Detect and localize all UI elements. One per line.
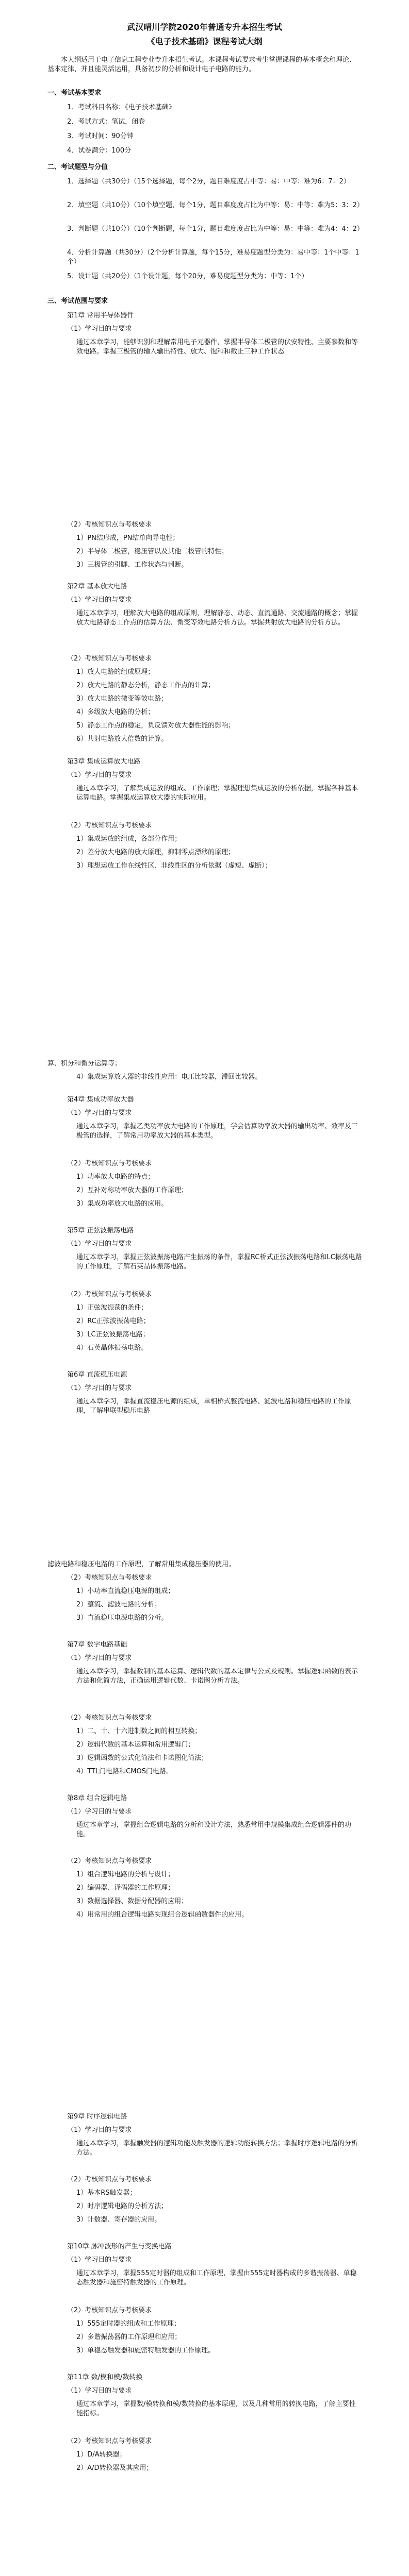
- point-item: 2）多谐振荡器的工作原理和应用；: [76, 2333, 182, 2341]
- chapter-heading: 第11章 数/模和模/数转换: [67, 2374, 143, 2381]
- points-title: （2）考核知识点与考核要求: [67, 1160, 152, 1167]
- point-item: 1）放大电路的组成原理；: [76, 668, 155, 676]
- chapter-goal: （1）学习目的与要求: [67, 2126, 132, 2134]
- point-item: 4）多级放大电路的分析；: [76, 708, 155, 716]
- point-item: 2）RC正弦波振荡电路；: [76, 1317, 150, 1325]
- continued-text: 算、积分和微分运算等；: [47, 1060, 122, 1067]
- point-item: 2）时序逻辑电路的分析方法；: [76, 2202, 168, 2210]
- chapter-desc: 通过本章学习，掌握直流稳压电源的组成，单相桥式整流电路、滤波电路和稳压电路的工作原理，了解串联型稳压电路: [76, 1398, 352, 1415]
- exam-item: 1．考试科目名称：《电子技术基础》: [67, 104, 175, 111]
- point-item: 1）D/A转换器；: [76, 2451, 126, 2459]
- point-item: 5）静态工作点的稳定，负反馈对放大器性能的影响；: [76, 722, 235, 730]
- chapter-heading: 第7章 数字电路基础: [67, 1641, 127, 1649]
- chapter-desc: 通过本章学习，掌握触发器的逻辑功能及触发器的逻辑功能转换方法；掌握时序逻辑电路的分析方法。: [76, 2140, 358, 2157]
- point-item: 1）PN结形成，PN结单向导电性；: [76, 534, 179, 542]
- chapter-heading: 第1章 常用半导体器件: [67, 312, 134, 319]
- chapter-desc: 通过本章学习，能够识别和理解常用电子元器件，掌握半导体二极管的伏安特性、主要参数和等效电路。掌握三极管的输入输出特性、放大、饱和和截止三种工作状态: [76, 338, 358, 355]
- point-item: 1）组合逻辑电路的分析与设计；: [76, 1871, 175, 1878]
- point-item: 4）TTL门电路和CMOS门电路。: [76, 1768, 173, 1775]
- point-item: 3）理想运放工作在线性区、非线性区的分析依据（虚短、虚断）；: [76, 862, 272, 870]
- point-item: 3）单稳态触发器和施密特触发器的工作原理。: [76, 2347, 215, 2354]
- chapter-heading: 第3章 集成运算放大电路: [67, 758, 141, 766]
- points-title: （2）考核知识点与考核要求: [67, 822, 152, 829]
- point-item: 2）放大电路的静态分析，静态工作点的计算；: [76, 682, 215, 689]
- question-type: 3．判断题（共10分）（10个判断题，每个1分，题目难度度占比为中等：易：中等：难为4：4：2）: [67, 225, 364, 233]
- chapter-desc: 通过本章学习，掌握组合逻辑电路的分析和设计方法，熟悉常用中规模集成组合逻辑器件的功能。: [76, 1821, 352, 1838]
- chapter-desc: 通过本章学习，掌握数制的基本运算、逻辑代数的基本定律与公式及规则。掌握逻辑函数的表示方法和化简方法，正确运用逻辑代数、卡诺图分析方法。: [76, 1668, 358, 1685]
- school-title: 武汉晴川学院2020年普通专升本招生考试: [127, 22, 282, 32]
- points-title: （2）考核知识点与考核要求: [67, 2176, 152, 2183]
- chapter-desc: 通过本章学习，理解放大电路的组成原则，理解静态、动态、直流通路、交流通路的概念；掌握放大电路静态工作点的估算方法、微变等效电路分析方法。掌握共射放大电路的分析方法。: [76, 609, 358, 626]
- chapter-goal: （1）学习目的与要求: [67, 1808, 132, 1816]
- chapter-desc: 通过本章学习，掌握555定时器的组成和工作原理，掌握由555定时器构成的多谐振荡器、单稳态触发器和施密特触发器的工作原理。: [76, 2269, 357, 2286]
- points-title: （2）考核知识点与考核要求: [67, 2437, 152, 2445]
- chapter-goal: （1）学习目的与要求: [67, 2387, 132, 2395]
- document-title: 《电子技术基础》课程考试大纲: [146, 37, 263, 46]
- point-item: 1）正弦波振荡的条件；: [76, 1304, 148, 1312]
- point-item: 3）LC正弦波振荡电路；: [76, 1331, 150, 1338]
- point-item: 1）二、十、十六进制数之间的相互转换；: [76, 1727, 202, 1735]
- point-item: 2）互补对称功率放大器的工作原理；: [76, 1187, 188, 1194]
- intro-paragraph: 本大纲适用于电子信息工程专业专升本招生考试。本课程考试要求考生掌握课程的基本概念和理论、基本定律，并且能灵活运用，具备初步的分析和设计电子电路的能力。: [47, 56, 356, 73]
- points-title: （2）考核知识点与考核要求: [67, 655, 152, 663]
- point-item: 1）基本RS触发器；: [76, 2189, 137, 2197]
- points-title: （2）考核知识点与考核要求: [67, 2307, 152, 2314]
- chapter-goal: （1）学习目的与要求: [67, 1240, 132, 1248]
- section-heading-2: 二、考试题型与分值: [47, 163, 108, 171]
- chapter-heading: 第2章 基本放大电路: [67, 583, 127, 590]
- point-item: 1）功率放大电路的特点；: [76, 1173, 155, 1181]
- point-item: 4）集成运算放大器的非线性应用：电压比较器，滞回比较器。: [76, 1073, 262, 1081]
- point-item: 2）差分放大电路的放大原理，抑制零点漂移的原理；: [76, 849, 235, 856]
- exam-item: 3．考试时间：90分钟: [67, 132, 134, 140]
- chapter-goal: （1）学习目的与要求: [67, 325, 132, 333]
- chapter-goal: （1）学习目的与要求: [67, 1654, 132, 1662]
- point-item: 2）逻辑代数的基本运算和常用逻辑门；: [76, 1741, 195, 1749]
- point-item: 1）555定时器的组成和工作原理；: [76, 2320, 181, 2328]
- exam-item: 2．考试方式：笔试，闭卷: [67, 118, 145, 126]
- point-item: 4）石英晶体振荡电路。: [76, 1344, 148, 1352]
- points-title: （2）考核知识点与考核要求: [67, 1714, 152, 1722]
- chapter-desc: 通过本章学习，了解集成运放的组成、工作原理；掌握理想集成运放的分析依据，掌握各种基本运算电路。掌握集成运算放大器的实际应用。: [76, 785, 358, 802]
- point-item: 2）A/D转换器及其应用；: [76, 2464, 153, 2472]
- points-title: （2）考核知识点与考核要求: [67, 1291, 152, 1298]
- chapter-heading: 第4章 集成功率放大器: [67, 1096, 134, 1104]
- question-type: 5．设计题（共20分）（1个设计题，每个20分，难易度题型分类为：中等：1个）: [67, 273, 308, 280]
- chapter-desc: 通过本章学习，掌握正弦波振荡电路产生振荡的条件，掌握RC桥式正弦波振荡电路和LC振荡电路的工作原理，了解石英晶体振荡电路。: [76, 1253, 362, 1270]
- question-type: 2．填空题（共10分）（10个填空题，每个1分，题目难度度占比为中等：易：中等：难为5：3：2）: [67, 201, 364, 209]
- point-item: 2）半导体二极管，稳压管以及其他二极管的特性；: [76, 548, 228, 555]
- question-type: 1．选择题（共30分）（15个选择题，每个2分，题目难度度占中等：易：中等：难为6：7：2）: [67, 178, 350, 185]
- question-type: 4．分析计算题（共30分）（2个分析计算题，每个15分，难易度题型分类为：易中等：1个中等：1个）: [67, 249, 359, 266]
- points-title: （2）考核知识点与考核要求: [67, 521, 152, 529]
- chapter-heading: 第6章 直流稳压电源: [67, 1371, 127, 1379]
- chapter-desc: 通过本章学习，掌握数/模转换和模/数转换的基本原理，以及几种常用的转换电路，了解主要性能指标。: [76, 2400, 356, 2417]
- point-item: 3）直流稳压电源电路的分析。: [76, 1614, 168, 1622]
- chapter-goal: （1）学习目的与要求: [67, 2256, 132, 2264]
- point-item: 1）小功率直流稳压电源的组成；: [76, 1587, 175, 1595]
- chapter-heading: 第10章 脉冲波形的产生与变换电路: [67, 2243, 172, 2250]
- chapter-heading: 第5章 正弦波振荡电路: [67, 1227, 134, 1234]
- section-heading-1: 一、考试基本要求: [47, 89, 102, 97]
- point-item: 3）集成功率放大电路的应用。: [76, 1200, 168, 1208]
- point-item: 3）数据选择器、数据分配器的应用；: [76, 1897, 188, 1905]
- chapter-heading: 第8章 组合逻辑电路: [67, 1794, 127, 1802]
- point-item: 3）计数器、寄存器的应用。: [76, 2216, 161, 2224]
- point-item: 3）逻辑函数的公式化简法和卡诺图化简法；: [76, 1754, 208, 1762]
- continued-text: 滤波电路和稳压电路的工作原理，了解常用集成稳压器的使用。: [47, 1561, 236, 1568]
- point-item: 4）用常用的组合逻辑电路实现组合逻辑函数器件的应用。: [76, 1911, 249, 1919]
- point-item: 2）编码器、译码器的工作原理；: [76, 1884, 175, 1892]
- point-item: 1）集成运放的组成，各部分作用；: [76, 835, 182, 843]
- points-title: （2）考核知识点与考核要求: [67, 1857, 152, 1865]
- chapter-goal: （1）学习目的与要求: [67, 596, 132, 604]
- chapter-goal: （1）学习目的与要求: [67, 1109, 132, 1117]
- section-heading-3: 三、考试范围与要求: [47, 297, 108, 305]
- point-item: 6）共射电路放大倍数的计算。: [76, 735, 168, 743]
- chapter-goal: （1）学习目的与要求: [67, 1384, 132, 1392]
- exam-item: 4．试卷满分：100分: [67, 147, 132, 155]
- chapter-heading: 第9章 时序逻辑电路: [67, 2113, 127, 2121]
- point-item: 3）放大电路的微变等效电路；: [76, 695, 168, 703]
- points-title: （2）考核知识点与考核要求: [67, 1574, 152, 1582]
- chapter-goal: （1）学习目的与要求: [67, 771, 132, 779]
- point-item: 3）三极管的引脚、工作状态与判断。: [76, 561, 188, 569]
- point-item: 2）整流、滤波电路的分析；: [76, 1601, 161, 1608]
- chapter-desc: 通过本章学习，掌握乙类功率放大电路的工作原理，学会估算功率放大器的输出功率、效率及三极管的选择，了解常用功率放大器的基本类型。: [76, 1123, 358, 1140]
